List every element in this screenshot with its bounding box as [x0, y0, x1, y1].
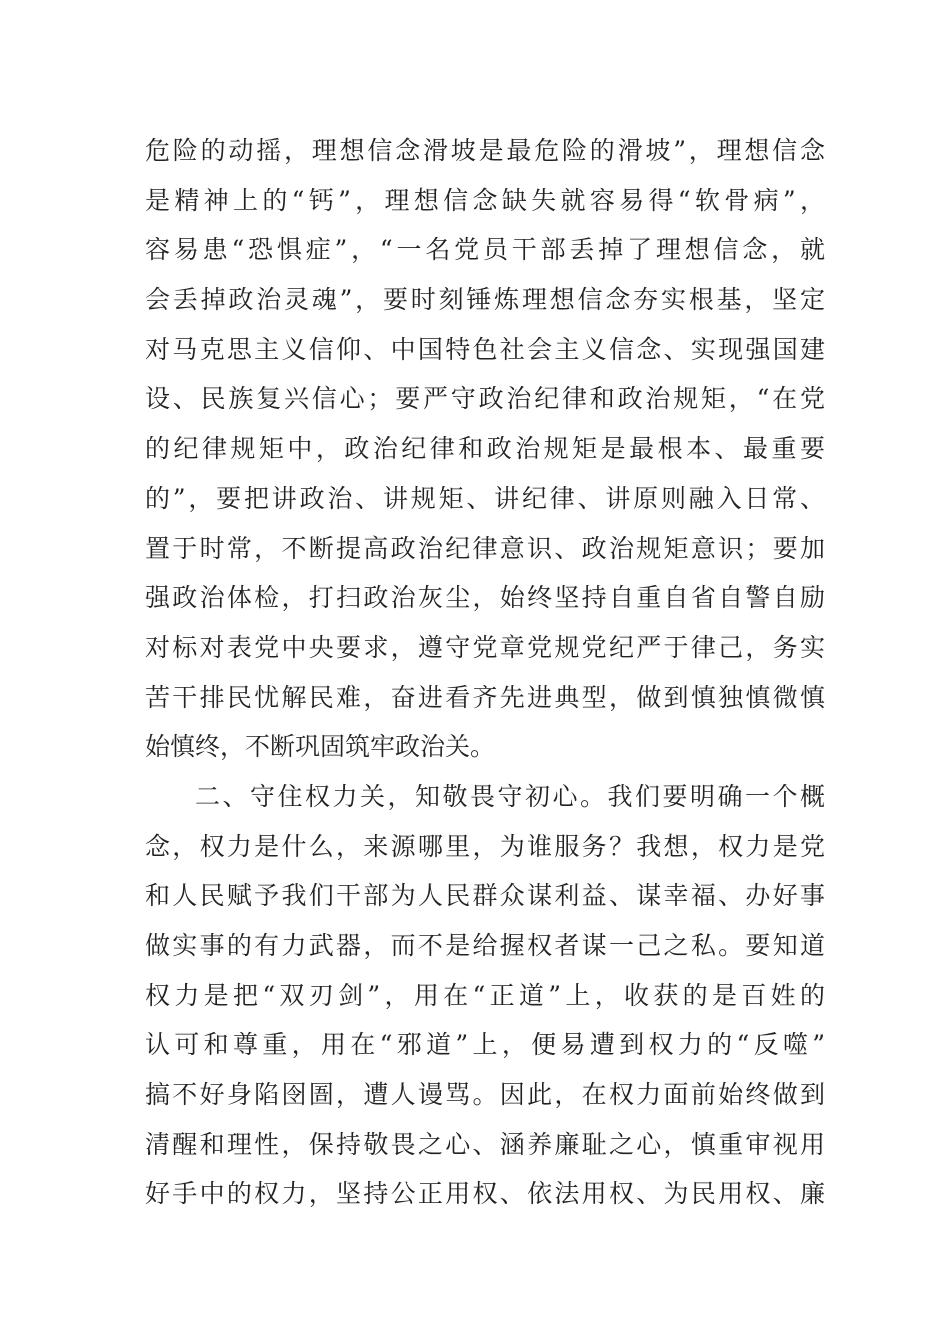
text-line: 苦干排民忧解民难，奋进看齐先进典型，做到慎独慎微慎	[145, 682, 825, 712]
text-line: 危险的动摇，理想信念滑坡是最危险的滑坡”，理想信念	[145, 136, 825, 165]
section-heading-line: 二、守住权力关，知敬畏守初心。我们要明确一个概	[195, 781, 825, 811]
text-line: 是精神上的“钙”，理想信念缺失就容易得“软骨病”，	[145, 185, 825, 215]
paragraph-end-line: 始慎终，不断巩固筑牢政治关。	[145, 732, 496, 762]
text-line: 置于时常，不断提高政治纪律意识、政治规矩意识；要加	[145, 533, 825, 563]
text-line: 做实事的有力武器，而不是给握权者谋一己之私。要知道	[145, 931, 825, 960]
body-text	[145, 126, 825, 1219]
text-line: 搞不好身陷囹圄，遭人谩骂。因此，在权力面前始终做到	[145, 1080, 825, 1110]
text-line: 设、民族复兴信心；要严守政治纪律和政治规矩，“在党	[145, 384, 825, 414]
text-line: 念，权力是什么，来源哪里，为谁服务？我想，权力是党	[145, 831, 825, 861]
text-line: 对马克思主义信仰、中国特色社会主义信念、实现强国建	[145, 334, 825, 364]
text-line: 的纪律规矩中，政治纪律和政治规矩是最根本、最重要	[145, 434, 825, 464]
text-line: 强政治体检，打扫政治灰尘，始终坚持自重自省自警自励	[145, 583, 825, 613]
text-line: 容易患“恐惧症”，“一名党员干部丢掉了理想信念，就	[145, 235, 825, 265]
text-line: 清醒和理性，保持敬畏之心、涵养廉耻之心，慎重审视用	[145, 1129, 825, 1159]
text-line: 认可和尊重，用在“邪道”上，便易遭到权力的“反噬”	[145, 1030, 825, 1060]
text-line: 好手中的权力，坚持公正用权、依法用权、为民用权、廉	[145, 1179, 825, 1209]
text-line: 和人民赋予我们干部为人民群众谋利益、谋幸福、办好事	[145, 881, 825, 911]
text-line: 会丢掉政治灵魂”，要时刻锤炼理想信念夯实根基，坚定	[145, 285, 825, 315]
text-line: 权力是把“双刃剑”，用在“正道”上，收获的是百姓的	[145, 980, 825, 1010]
text-line: 对标对表党中央要求，遵守党章党规党纪严于律己，务实	[145, 632, 825, 662]
text-line: 的”，要把讲政治、讲规矩、讲纪律、讲原则融入日常、	[145, 483, 825, 513]
